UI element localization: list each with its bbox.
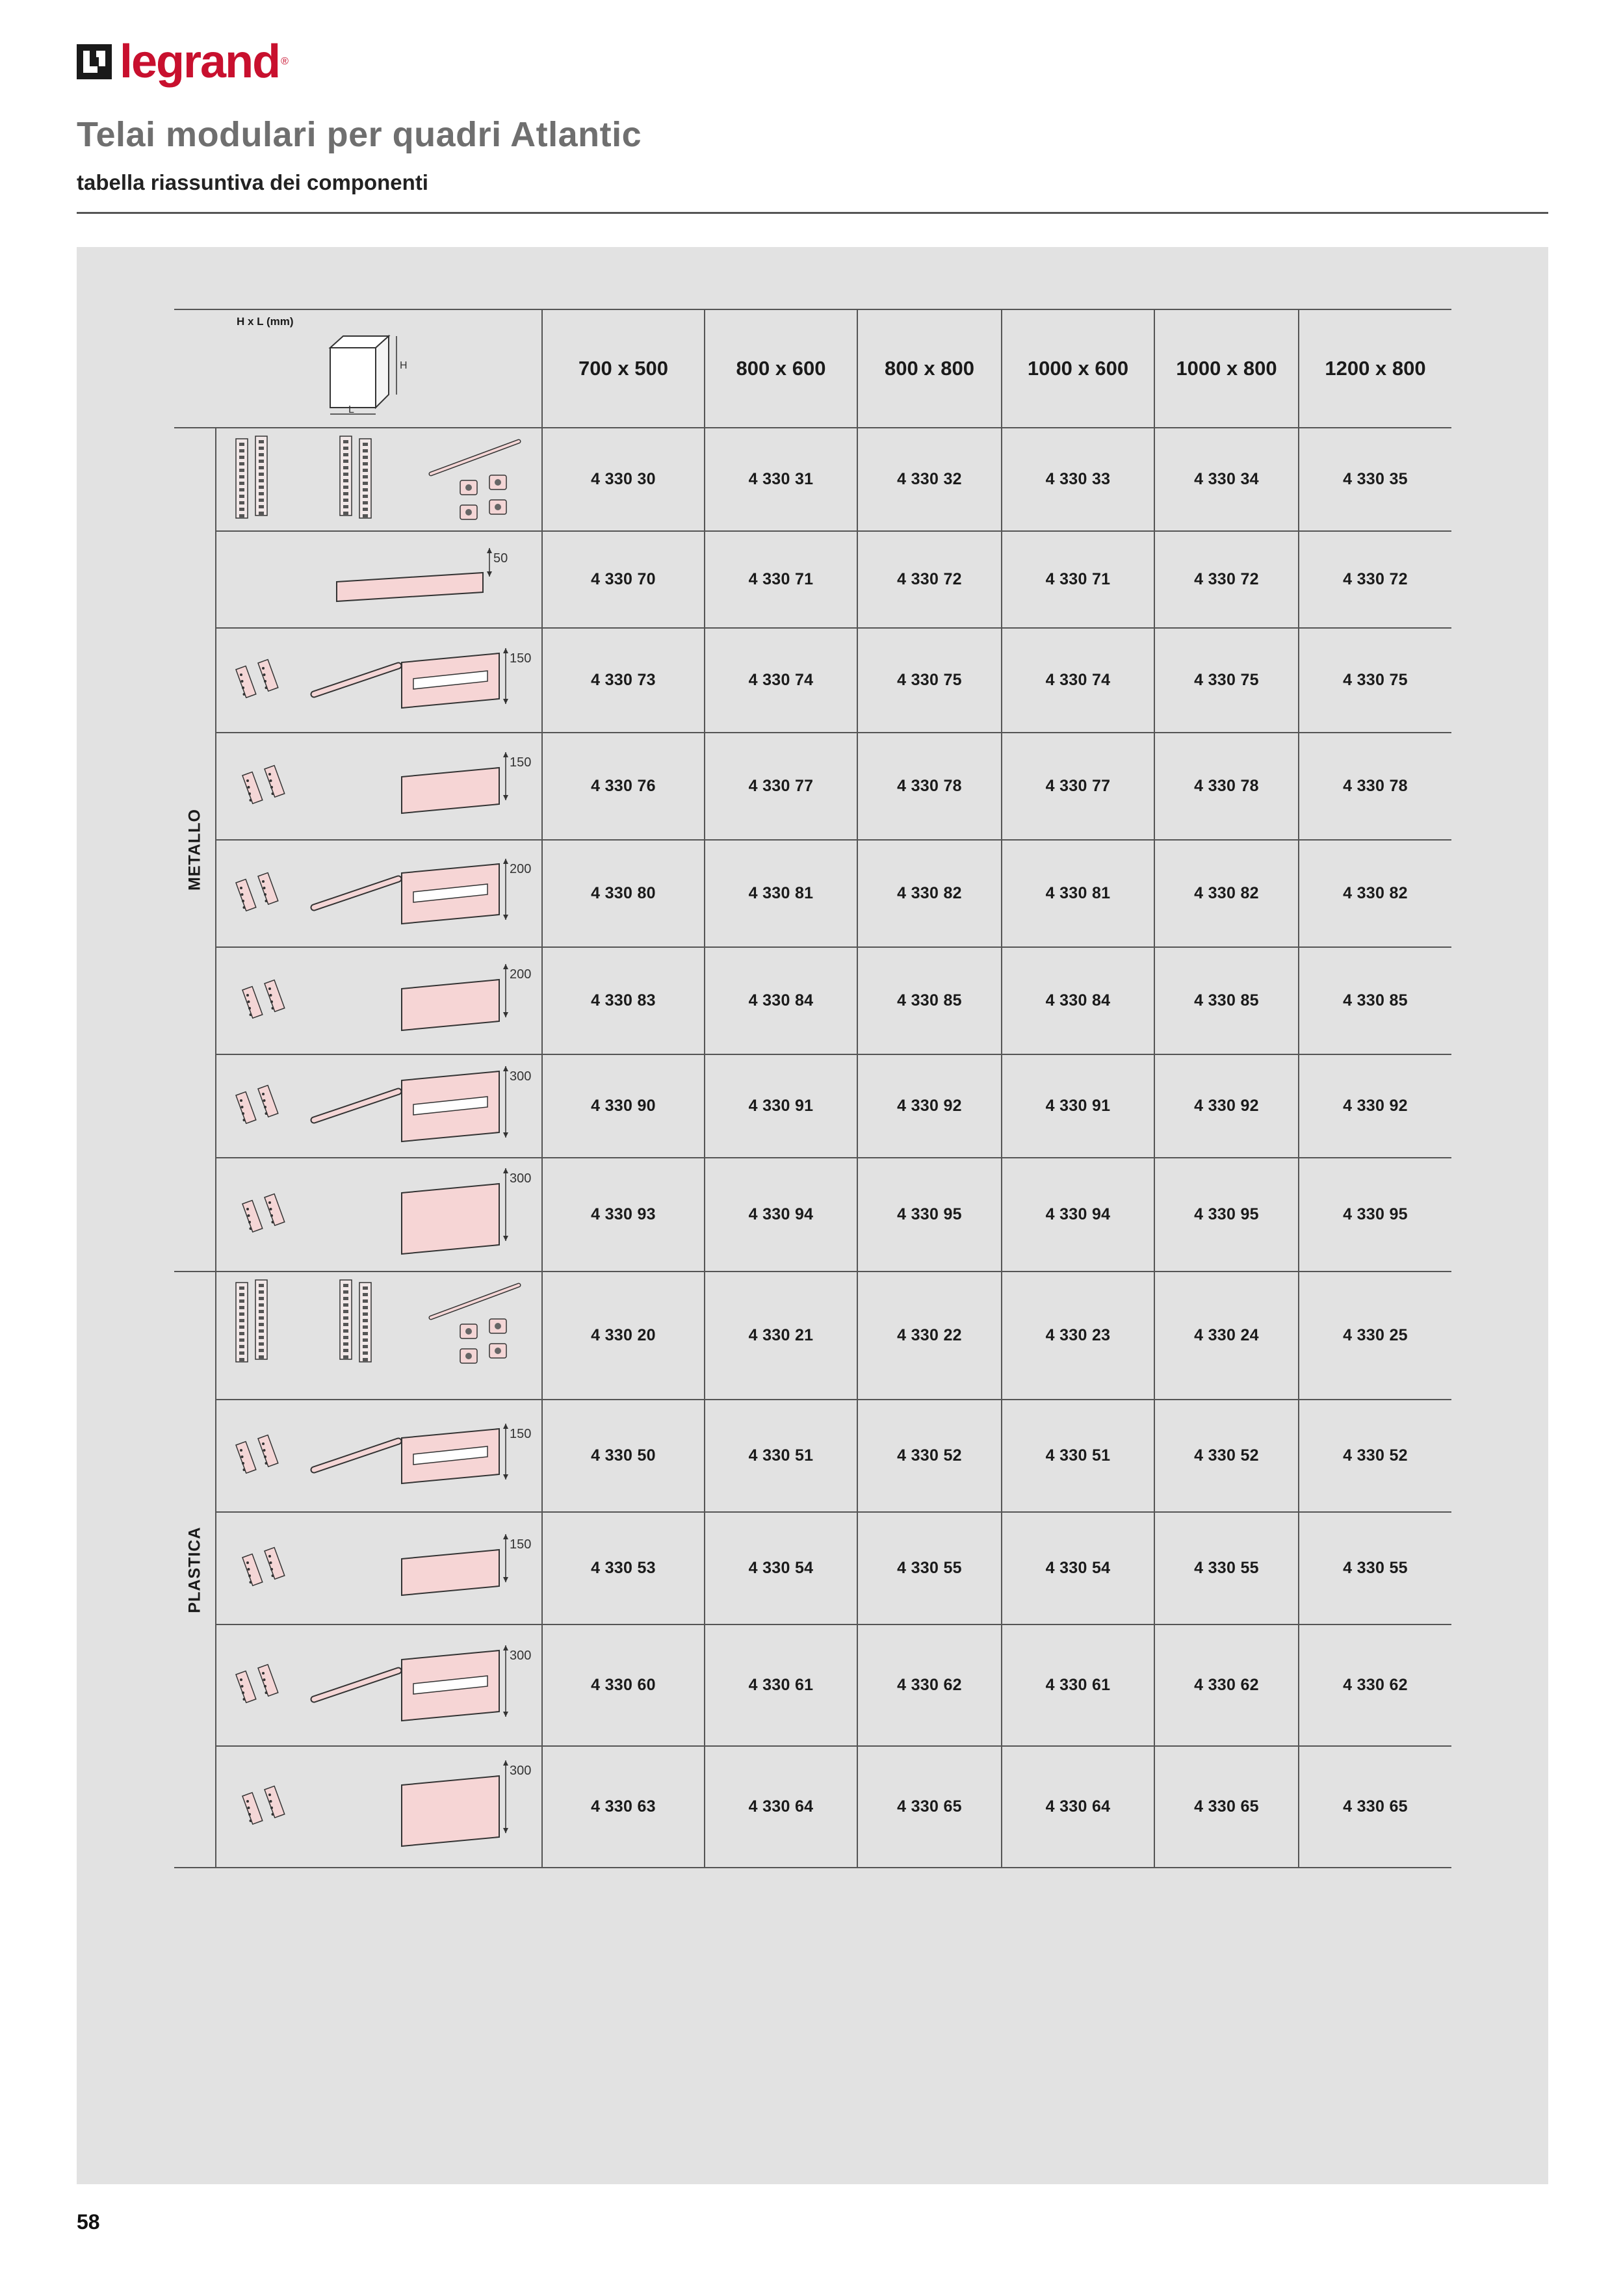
header-divider xyxy=(77,212,1548,214)
table-row xyxy=(174,1400,1451,1512)
illustration-cell xyxy=(216,1054,542,1158)
product-code: 4 330 33 xyxy=(1002,428,1154,531)
product-code: 4 330 61 xyxy=(705,1624,857,1746)
blank-plate-icon xyxy=(216,948,541,1050)
product-code: 4 330 61 xyxy=(1002,1624,1154,1746)
header-row xyxy=(174,309,1451,428)
product-code: 4 330 95 xyxy=(857,1158,1002,1272)
dimension-value: 300 xyxy=(510,1069,532,1084)
dimension-value: 300 xyxy=(510,1171,532,1186)
product-code: 4 330 60 xyxy=(542,1624,705,1746)
dim-l-label: L xyxy=(348,404,354,415)
product-code: 4 330 71 xyxy=(1002,531,1154,628)
blank-plate-icon xyxy=(216,1747,541,1864)
product-code: 4 330 65 xyxy=(857,1746,1002,1868)
page-title: Telai modulari per quadri Atlantic xyxy=(77,115,642,154)
enclosure-dimension-icon xyxy=(317,322,415,419)
product-code: 4 330 72 xyxy=(857,531,1002,628)
product-code: 4 330 51 xyxy=(705,1400,857,1512)
size-header-3: 1000 x 600 xyxy=(1002,309,1154,428)
table-row xyxy=(174,531,1451,628)
product-code: 4 330 81 xyxy=(705,840,857,947)
product-code: 4 330 84 xyxy=(705,947,857,1054)
dimension-value: 200 xyxy=(510,862,532,876)
product-code: 4 330 64 xyxy=(1002,1746,1154,1868)
dimension-value: 150 xyxy=(510,1427,532,1441)
page-number: 58 xyxy=(77,2210,100,2234)
table-row xyxy=(174,1746,1451,1868)
illustration-cell xyxy=(216,1624,542,1746)
product-code: 4 330 82 xyxy=(857,840,1002,947)
product-code: 4 330 72 xyxy=(1299,531,1451,628)
product-code: 4 330 52 xyxy=(857,1400,1002,1512)
size-header-5: 1200 x 800 xyxy=(1299,309,1451,428)
product-code: 4 330 94 xyxy=(1002,1158,1154,1272)
brand-logo xyxy=(77,34,289,90)
product-code: 4 330 71 xyxy=(705,531,857,628)
product-code: 4 330 95 xyxy=(1299,1158,1451,1272)
table-row xyxy=(174,628,1451,733)
blank-plate-icon xyxy=(216,532,541,624)
product-code: 4 330 65 xyxy=(1154,1746,1299,1868)
dimension-value: 50 xyxy=(493,551,508,566)
product-code: 4 330 31 xyxy=(705,428,857,531)
product-code: 4 330 32 xyxy=(857,428,1002,531)
product-code: 4 330 35 xyxy=(1299,428,1451,531)
product-code: 4 330 24 xyxy=(1154,1272,1299,1400)
product-code: 4 330 51 xyxy=(1002,1400,1154,1512)
table-row xyxy=(174,1054,1451,1158)
product-code: 4 330 75 xyxy=(1299,628,1451,733)
product-code: 4 330 25 xyxy=(1299,1272,1451,1400)
illustration-cell xyxy=(216,628,542,733)
illustration-cell xyxy=(216,947,542,1054)
group-cell-plastica xyxy=(174,1272,216,1868)
illustration-cell xyxy=(216,531,542,628)
table-row xyxy=(174,1512,1451,1624)
table-row xyxy=(174,1624,1451,1746)
modular-plate-rail-icon xyxy=(216,629,541,729)
product-code: 4 330 82 xyxy=(1299,840,1451,947)
illustration-cell xyxy=(216,1272,542,1400)
components-table xyxy=(174,309,1451,1868)
product-code: 4 330 50 xyxy=(542,1400,705,1512)
product-code: 4 330 52 xyxy=(1299,1400,1451,1512)
product-code: 4 330 75 xyxy=(857,628,1002,733)
product-code: 4 330 62 xyxy=(1154,1624,1299,1746)
product-code: 4 330 92 xyxy=(1299,1054,1451,1158)
product-code: 4 330 73 xyxy=(542,628,705,733)
uprights-kit-icon xyxy=(216,1272,541,1396)
product-code: 4 330 53 xyxy=(542,1512,705,1624)
product-code: 4 330 55 xyxy=(1154,1512,1299,1624)
product-code: 4 330 85 xyxy=(857,947,1002,1054)
product-code: 4 330 90 xyxy=(542,1054,705,1158)
illustration-cell xyxy=(216,840,542,947)
product-code: 4 330 70 xyxy=(542,531,705,628)
product-code: 4 330 78 xyxy=(1299,733,1451,840)
product-code: 4 330 52 xyxy=(1154,1400,1299,1512)
size-header-0: 700 x 500 xyxy=(542,309,705,428)
illustration-cell xyxy=(216,1512,542,1624)
product-code: 4 330 85 xyxy=(1154,947,1299,1054)
dimension-label: H x L (mm) xyxy=(237,315,294,328)
dimension-value: 150 xyxy=(510,755,532,770)
product-code: 4 330 21 xyxy=(705,1272,857,1400)
table-row xyxy=(174,947,1451,1054)
product-code: 4 330 20 xyxy=(542,1272,705,1400)
product-code: 4 330 23 xyxy=(1002,1272,1154,1400)
product-code: 4 330 72 xyxy=(1154,531,1299,628)
group-label: METALLO xyxy=(185,809,203,891)
blank-plate-icon xyxy=(216,1513,541,1621)
product-code: 4 330 78 xyxy=(857,733,1002,840)
modular-plate-rail-icon xyxy=(216,1055,541,1154)
page-subtitle: tabella riassuntiva dei componenti xyxy=(77,170,428,194)
product-code: 4 330 91 xyxy=(1002,1054,1154,1158)
modular-plate-rail-icon xyxy=(216,841,541,943)
product-code: 4 330 30 xyxy=(542,428,705,531)
blank-plate-icon xyxy=(216,1158,541,1268)
product-code: 4 330 93 xyxy=(542,1158,705,1272)
product-code: 4 330 80 xyxy=(542,840,705,947)
dimension-value: 300 xyxy=(510,1649,532,1663)
illustration-cell xyxy=(216,733,542,840)
table-row xyxy=(174,1158,1451,1272)
size-header-2: 800 x 800 xyxy=(857,309,1002,428)
product-code: 4 330 82 xyxy=(1154,840,1299,947)
group-cell-metallo xyxy=(174,428,216,1272)
blank-plate-icon xyxy=(216,733,541,836)
product-code: 4 330 22 xyxy=(857,1272,1002,1400)
product-code: 4 330 65 xyxy=(1299,1746,1451,1868)
dimension-value: 300 xyxy=(510,1764,532,1778)
product-code: 4 330 81 xyxy=(1002,840,1154,947)
product-code: 4 330 77 xyxy=(705,733,857,840)
uprights-kit-icon xyxy=(216,428,541,527)
product-code: 4 330 84 xyxy=(1002,947,1154,1054)
dimension-value: 150 xyxy=(510,1537,532,1552)
dimension-value: 200 xyxy=(510,967,532,982)
dimension-value: 150 xyxy=(510,651,532,666)
product-code: 4 330 34 xyxy=(1154,428,1299,531)
product-code: 4 330 77 xyxy=(1002,733,1154,840)
modular-plate-rail-icon xyxy=(216,1400,541,1508)
dimension-header-cell xyxy=(174,309,542,428)
table-row xyxy=(174,1272,1451,1400)
product-code: 4 330 85 xyxy=(1299,947,1451,1054)
size-header-4: 1000 x 800 xyxy=(1154,309,1299,428)
product-code: 4 330 94 xyxy=(705,1158,857,1272)
product-code: 4 330 54 xyxy=(705,1512,857,1624)
product-code: 4 330 55 xyxy=(1299,1512,1451,1624)
product-code: 4 330 54 xyxy=(1002,1512,1154,1624)
product-code: 4 330 76 xyxy=(542,733,705,840)
registered-mark: ® xyxy=(281,56,289,67)
product-code: 4 330 92 xyxy=(857,1054,1002,1158)
product-code: 4 330 55 xyxy=(857,1512,1002,1624)
table-row xyxy=(174,840,1451,947)
size-header-1: 800 x 600 xyxy=(705,309,857,428)
group-label: PLASTICA xyxy=(185,1526,203,1613)
illustration-cell xyxy=(216,1400,542,1512)
product-code: 4 330 95 xyxy=(1154,1158,1299,1272)
illustration-cell xyxy=(216,1746,542,1868)
brand-name: legrand xyxy=(120,36,280,88)
product-code: 4 330 92 xyxy=(1154,1054,1299,1158)
table-row xyxy=(174,733,1451,840)
product-code: 4 330 83 xyxy=(542,947,705,1054)
dim-h-label: H xyxy=(400,360,408,371)
product-code: 4 330 78 xyxy=(1154,733,1299,840)
product-code: 4 330 75 xyxy=(1154,628,1299,733)
table-row xyxy=(174,428,1451,531)
legrand-mark-icon xyxy=(77,44,112,79)
modular-plate-rail-icon xyxy=(216,1625,541,1742)
product-code: 4 330 74 xyxy=(705,628,857,733)
product-code: 4 330 64 xyxy=(705,1746,857,1868)
product-code: 4 330 91 xyxy=(705,1054,857,1158)
product-code: 4 330 63 xyxy=(542,1746,705,1868)
illustration-cell xyxy=(216,428,542,531)
illustration-cell xyxy=(216,1158,542,1272)
product-code: 4 330 74 xyxy=(1002,628,1154,733)
product-code: 4 330 62 xyxy=(857,1624,1002,1746)
product-code: 4 330 62 xyxy=(1299,1624,1451,1746)
